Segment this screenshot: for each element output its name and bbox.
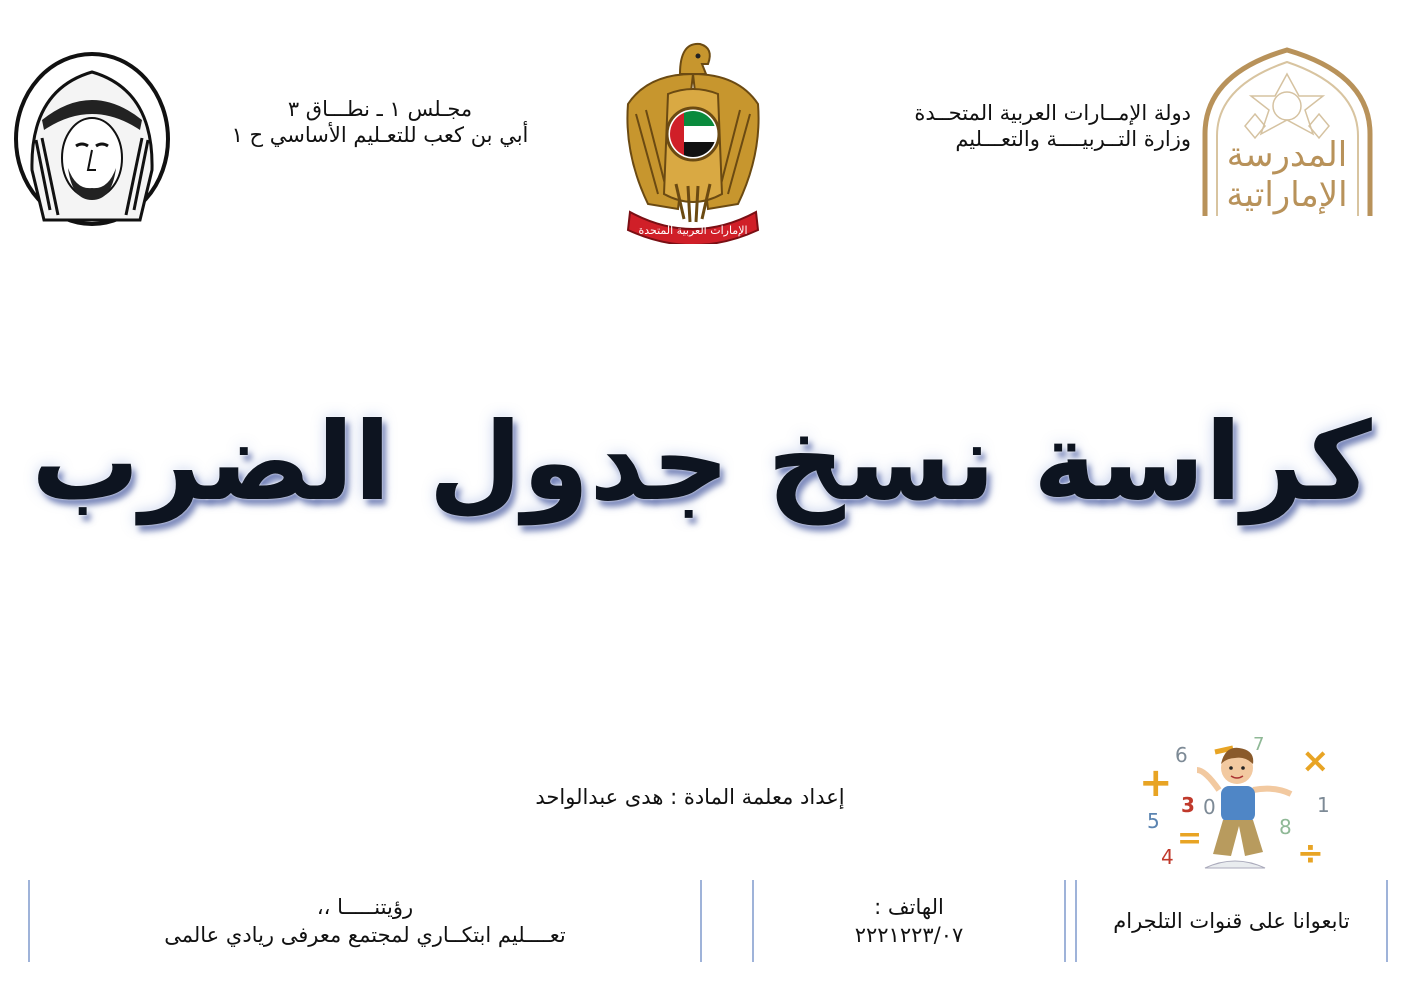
school-info (200, 96, 560, 149)
emblem-ribbon-text: الإمارات العربية المتحدة (638, 224, 748, 237)
zayed-portrait-image (12, 50, 172, 228)
symbol-5: 5 (1147, 809, 1160, 833)
telegram-follow-text: تابعوانا على قنوات التلجرام (1113, 908, 1350, 933)
symbol-1: 1 (1317, 793, 1330, 817)
main-title: كراسة نسخ جدول الضرب (31, 400, 1372, 525)
math-boy-illustration (1135, 730, 1345, 872)
footer-phone-box (752, 880, 1066, 962)
prepared-by-teacher: إعداد معلمة المادة : هدى عبدالواحد (535, 785, 845, 809)
emirati-school-logo (1195, 44, 1380, 220)
logo-text-line1: المدرسة (1226, 135, 1348, 175)
symbol-4: 4 (1161, 845, 1174, 869)
footer-separator (1064, 880, 1065, 962)
equals-icon: = (1177, 821, 1203, 856)
school-name: أبي بن كعب للتعـليم الأساسي ح ١ (231, 123, 529, 148)
vision-label: رؤيتنـــــا ،، (316, 894, 414, 919)
vision-text: تعــــليم ابتكــاري لمجتمع معرفى ريادي عالمى (164, 923, 566, 947)
plus-icon: + (1139, 760, 1173, 806)
ministry-name: وزارة التــربيــــة والتعـــليم (955, 127, 1191, 152)
footer-telegram-box (1075, 880, 1388, 962)
times-icon: × (1301, 741, 1330, 781)
divide-icon: ÷ (1297, 834, 1324, 872)
footer-vision-box (28, 880, 702, 962)
symbol-8: 8 (1279, 815, 1292, 839)
symbol-7: 7 (1253, 734, 1265, 755)
symbol-3: 3 (1181, 793, 1195, 817)
symbol-0: 0 (1203, 795, 1216, 819)
logo-text-line2: الإماراتية (1226, 175, 1348, 215)
country-name: دولة الإمــارات العربية المتحــدة (914, 101, 1191, 125)
ministry-info (771, 100, 1191, 153)
phone-label: الهاتف : (874, 894, 944, 919)
phone-number: ٢٢٢١٢٢٣/٠٧ (854, 923, 964, 947)
school-council-zone: مجـلس ١ ـ نطـــاق ٣ (287, 97, 473, 121)
symbol-6: 6 (1175, 743, 1188, 767)
uae-emblem-image (618, 34, 768, 244)
